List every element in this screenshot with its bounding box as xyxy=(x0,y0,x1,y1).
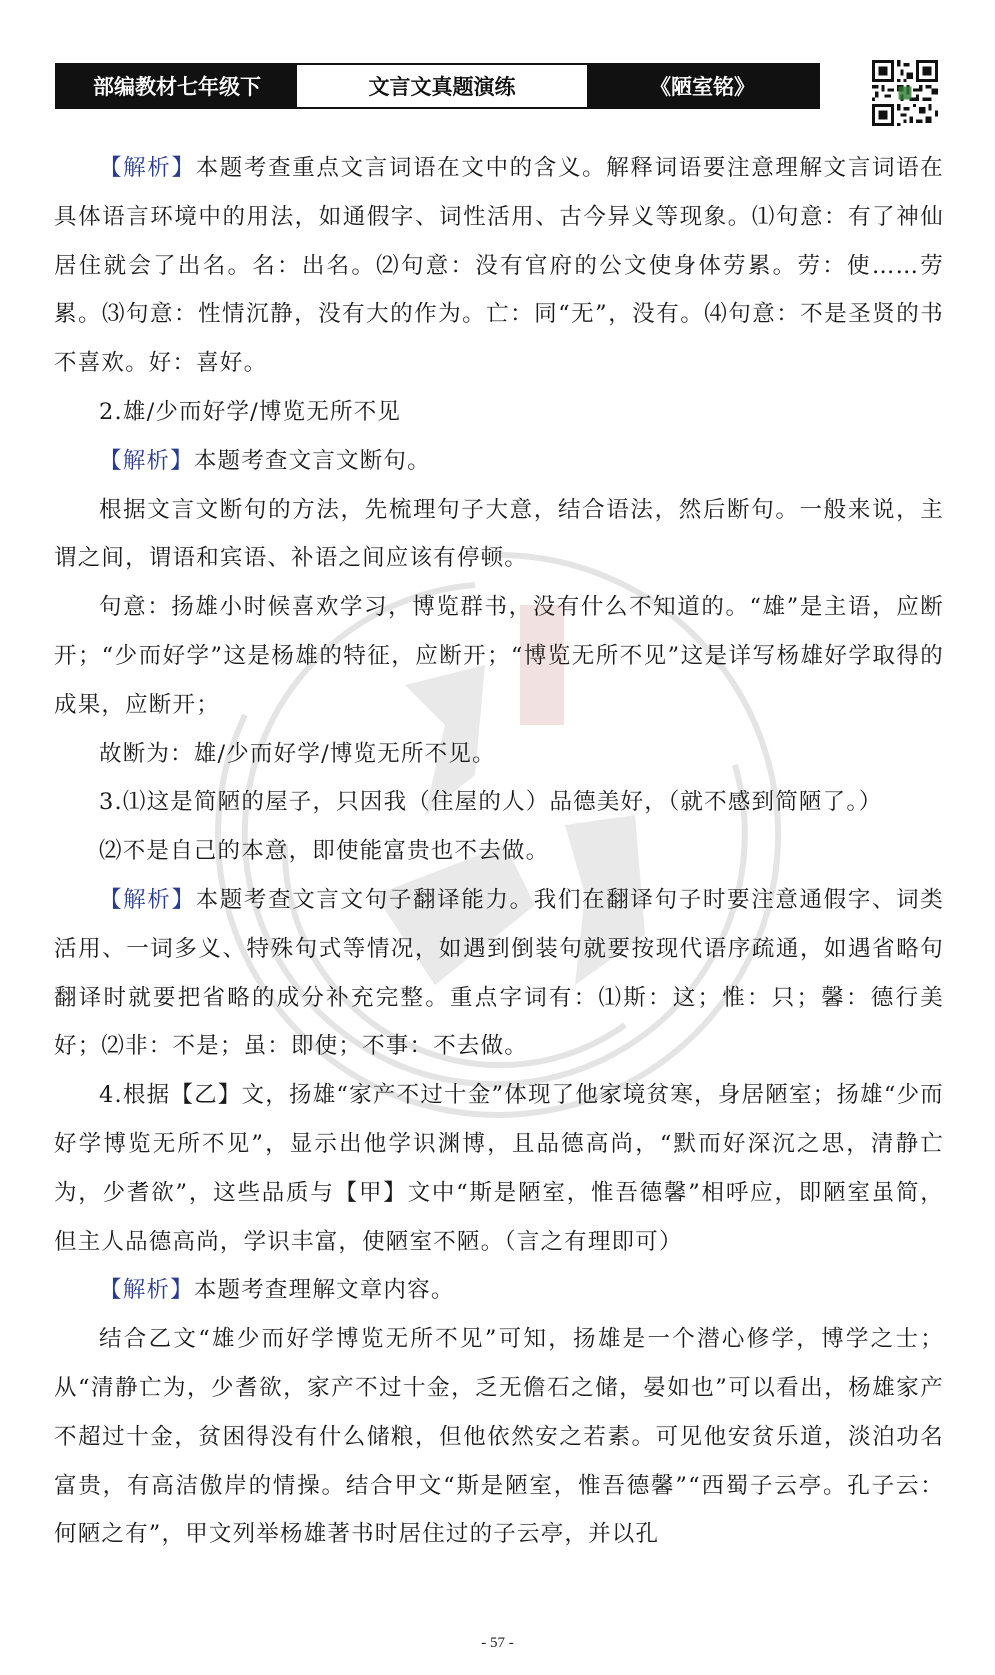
analysis-label: 【解析】 xyxy=(99,1277,194,1304)
paragraph xyxy=(54,437,944,486)
paragraph-text: 本题考查重点文言词语在文中的含义。解释词语要注意理解文言词语在具体语言环境中的用法，如通假字、词性活用、古今异义等现象。⑴句意：有了神仙居住就会了出名。名：出名。⑵句意：没有官府的公文使身体劳累。劳：使……劳累。⑶句意：性情沉静，没有大的作为。亡：同“无”，没有。⑷句意：不是圣贤的书不喜欢。好：喜好。 xyxy=(54,155,944,377)
paragraph-text: 本题考查文言文断句。 xyxy=(193,447,431,474)
analysis-label: 【解析】 xyxy=(99,886,196,913)
paragraph xyxy=(54,388,944,437)
paragraph xyxy=(54,144,944,388)
paragraph-text: 本题考查文言文句子翻译能力。我们在翻译句子时要注意通假字、词类活用、一词多义、特殊句式等情况，如遇到倒装句就要按现代语序疏通，如遇省略句翻译时就要把省略的成分补充完整。重点字词有：⑴斯：这；惟：只；馨：德行美好；⑵非：不是；虽：即使；不事：不去做。 xyxy=(54,886,944,1060)
header-grade: 部编教材七年级下 xyxy=(57,65,297,107)
paragraph-text: 句意：扬雄小时候喜欢学习，博览群书，没有什么不知道的。“雄”是主语，应断开；“少而好学”这是杨雄的特征，应断开；“博览无所不见”这是详写杨雄好学取得的成果，应断开； xyxy=(54,594,944,718)
paragraph-text: 4.根据【乙】文，扬雄“家产不过十金”体现了他家境贫寒，身居陋室；扬雄“少而好学博览无所不见”，显示出他学识渊博，且品德高尚，“默而好深沉之思，清静亡为，少耆欲”，这些品质与【甲】文中“斯是陋室，惟吾德馨”相呼应，即陋室虽简，但主人品德高尚，学识丰富，使陋室不陋。（言之有理即可） xyxy=(54,1082,944,1255)
analysis-label: 【解析】 xyxy=(99,447,194,474)
paragraph-text: ⑵不是自己的本意，即使能富贵也不去做。 xyxy=(99,838,550,865)
paragraph xyxy=(54,876,944,1071)
paragraph xyxy=(54,583,944,729)
paragraph-text: 2.雄/少而好学/博览无所不见 xyxy=(99,398,402,425)
header-title: 《陋室铭》 xyxy=(587,65,818,107)
page-header xyxy=(55,63,820,109)
paragraph xyxy=(54,486,944,584)
paragraph-text: 根据文言文断句的方法，先梳理句子大意，结合语法，然后断句。一般来说，主谓之间，谓语和宾语、补语之间应该有停顿。 xyxy=(54,496,944,572)
paragraph xyxy=(54,730,944,779)
paragraph-text: 结合乙文“雄少而好学博览无所不见”可知，扬雄是一个潜心修学，博学之士；从“清静亡为，少耆欲，家产不过十金，乏无儋石之储，晏如也”可以看出，杨雄家产不超过十金，贫困得没有什么储粮，但他依然安之若素。可见他安贫乐道，淡泊功名富贵，有高洁傲岸的情操。结合甲文“斯是陋室，惟吾德馨”“西蜀子云亭。孔子云：何陋之有”，甲文列举杨雄著书时居住过的子云亭，并以孔 xyxy=(54,1326,944,1548)
paragraph-text: 故断为：雄/少而好学/博览无所不见。 xyxy=(99,740,496,767)
qr-code-icon xyxy=(872,60,938,126)
paragraph xyxy=(54,778,944,827)
paragraph-text: 3.⑴这是简陋的屋子，只因我（住屋的人）品德美好，（就不感到简陋了。） xyxy=(99,789,883,816)
answer-text xyxy=(54,144,944,1559)
paragraph xyxy=(54,1315,944,1559)
paragraph xyxy=(54,1071,944,1266)
paragraph-text: 本题考查理解文章内容。 xyxy=(193,1277,455,1304)
page-number: - 57 - xyxy=(481,1635,514,1651)
paragraph xyxy=(54,827,944,876)
header-section: 文言文真题演练 xyxy=(297,65,587,107)
analysis-label: 【解析】 xyxy=(99,155,196,181)
paragraph xyxy=(54,1266,944,1315)
